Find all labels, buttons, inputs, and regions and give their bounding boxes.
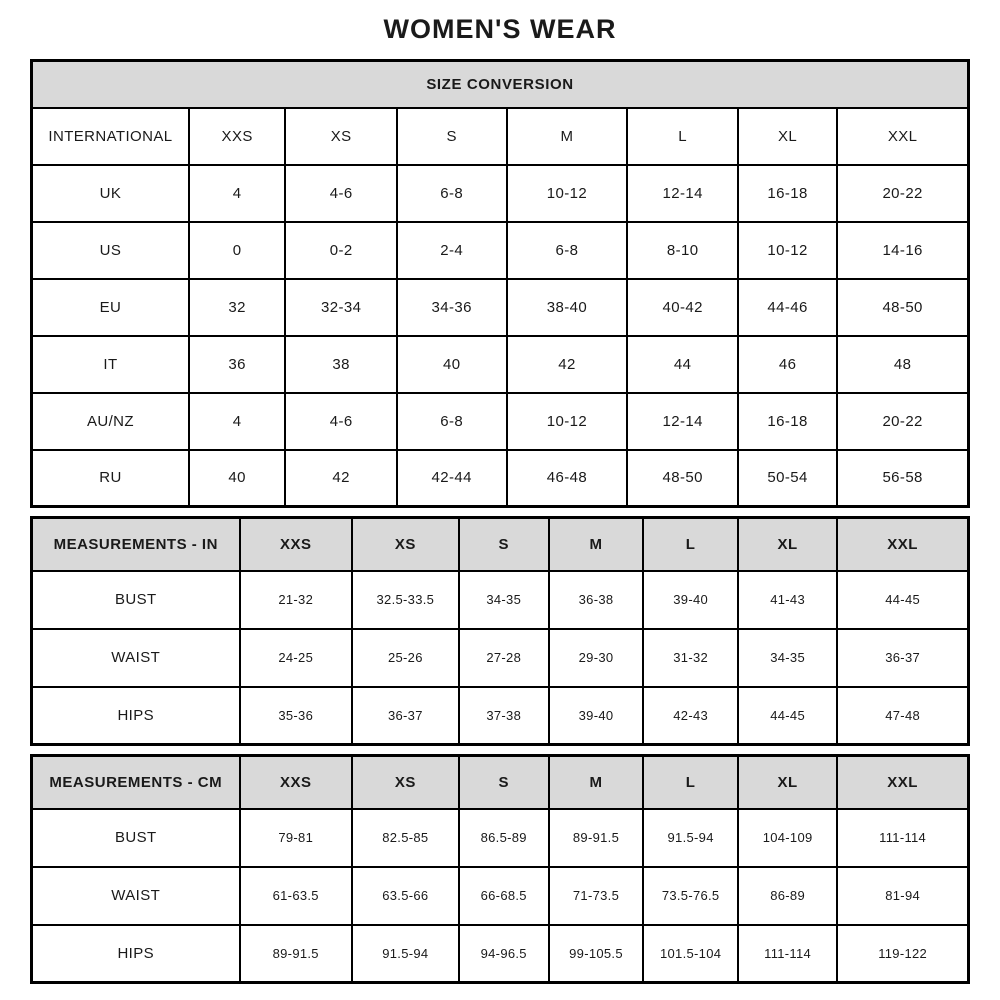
measurement-value: 21-32 bbox=[240, 571, 352, 629]
size-conversion-columns-row bbox=[32, 108, 969, 165]
size-value: 48 bbox=[837, 336, 968, 393]
measurement-value: 29-30 bbox=[549, 629, 644, 687]
measurement-value: 104-109 bbox=[738, 809, 837, 867]
size-value: 12-14 bbox=[627, 165, 738, 222]
size-value: 20-22 bbox=[837, 165, 968, 222]
column-header-xxl: XXL bbox=[837, 518, 968, 571]
size-value: 2-4 bbox=[397, 222, 507, 279]
size-value: 46-48 bbox=[507, 450, 628, 507]
measurement-value: 34-35 bbox=[459, 571, 549, 629]
measurement-value: 73.5-76.5 bbox=[643, 867, 738, 925]
row-label: UK bbox=[32, 165, 189, 222]
row-label: WAIST bbox=[32, 867, 240, 925]
measurement-value: 111-114 bbox=[738, 925, 837, 983]
measurement-value: 32.5-33.5 bbox=[352, 571, 459, 629]
measurement-value: 82.5-85 bbox=[352, 809, 459, 867]
measurement-value: 91.5-94 bbox=[352, 925, 459, 983]
measurements-in-header: MEASUREMENTS - IN bbox=[32, 518, 240, 571]
column-header-l: L bbox=[643, 756, 738, 809]
measurement-value: 25-26 bbox=[352, 629, 459, 687]
table-row-hips-cm bbox=[32, 925, 969, 983]
size-value: 42 bbox=[507, 336, 628, 393]
column-header-xl: XL bbox=[738, 756, 837, 809]
measurement-value: 91.5-94 bbox=[643, 809, 738, 867]
size-value: 50-54 bbox=[738, 450, 837, 507]
size-value: 46 bbox=[738, 336, 837, 393]
measurement-value: 39-40 bbox=[643, 571, 738, 629]
size-conversion-banner-row bbox=[32, 61, 969, 108]
size-value: 10-12 bbox=[738, 222, 837, 279]
column-header-s: S bbox=[459, 518, 549, 571]
measurement-value: 24-25 bbox=[240, 629, 352, 687]
row-label: US bbox=[32, 222, 189, 279]
size-value: 38-40 bbox=[507, 279, 628, 336]
size-value: 42-44 bbox=[397, 450, 507, 507]
column-header-xs: XS bbox=[285, 108, 397, 165]
measurement-value: 36-37 bbox=[837, 629, 968, 687]
size-value: 34-36 bbox=[397, 279, 507, 336]
table-row-waist-in bbox=[32, 629, 969, 687]
size-value: 10-12 bbox=[507, 165, 628, 222]
column-header-xl: XL bbox=[738, 108, 837, 165]
column-header-xs: XS bbox=[352, 756, 459, 809]
measurements-cm-header: MEASUREMENTS - CM bbox=[32, 756, 240, 809]
row-label: BUST bbox=[32, 571, 240, 629]
row-label: HIPS bbox=[32, 687, 240, 745]
size-value: 38 bbox=[285, 336, 397, 393]
measurement-value: 61-63.5 bbox=[240, 867, 352, 925]
table-row-it bbox=[32, 336, 969, 393]
measurement-value: 44-45 bbox=[837, 571, 968, 629]
size-value: 16-18 bbox=[738, 165, 837, 222]
measurement-value: 31-32 bbox=[643, 629, 738, 687]
size-value: 44 bbox=[627, 336, 738, 393]
measurement-value: 36-37 bbox=[352, 687, 459, 745]
column-header-l: L bbox=[643, 518, 738, 571]
table-row-uk bbox=[32, 165, 969, 222]
size-value: 4 bbox=[189, 165, 286, 222]
measurement-value: 39-40 bbox=[549, 687, 644, 745]
measurement-value: 81-94 bbox=[837, 867, 968, 925]
size-value: 12-14 bbox=[627, 393, 738, 450]
row-label: EU bbox=[32, 279, 189, 336]
measurement-value: 66-68.5 bbox=[459, 867, 549, 925]
table-row-waist-cm bbox=[32, 867, 969, 925]
size-value: 20-22 bbox=[837, 393, 968, 450]
measurement-value: 35-36 bbox=[240, 687, 352, 745]
measurement-value: 63.5-66 bbox=[352, 867, 459, 925]
measurement-value: 99-105.5 bbox=[549, 925, 644, 983]
column-header-l: L bbox=[627, 108, 738, 165]
measurement-value: 47-48 bbox=[837, 687, 968, 745]
measurement-value: 94-96.5 bbox=[459, 925, 549, 983]
table-row-bust-cm bbox=[32, 809, 969, 867]
measurement-value: 41-43 bbox=[738, 571, 837, 629]
measurement-value: 86-89 bbox=[738, 867, 837, 925]
size-value: 56-58 bbox=[837, 450, 968, 507]
column-header-xs: XS bbox=[352, 518, 459, 571]
size-value: 36 bbox=[189, 336, 286, 393]
page-title: WOMEN'S WEAR bbox=[383, 14, 617, 44]
column-header-xxl: XXL bbox=[837, 756, 968, 809]
measurements-cm-table bbox=[30, 754, 970, 984]
column-header-m: M bbox=[549, 756, 644, 809]
column-header-s: S bbox=[459, 756, 549, 809]
size-value: 4 bbox=[189, 393, 286, 450]
size-value: 40 bbox=[397, 336, 507, 393]
column-header-m: M bbox=[549, 518, 644, 571]
measurement-value: 27-28 bbox=[459, 629, 549, 687]
size-value: 8-10 bbox=[627, 222, 738, 279]
table-row-ru bbox=[32, 450, 969, 507]
size-value: 6-8 bbox=[397, 165, 507, 222]
size-value: 10-12 bbox=[507, 393, 628, 450]
column-header-m: M bbox=[507, 108, 628, 165]
table-row-eu bbox=[32, 279, 969, 336]
measurements-in-table bbox=[30, 516, 970, 746]
size-value: 16-18 bbox=[738, 393, 837, 450]
measurement-value: 86.5-89 bbox=[459, 809, 549, 867]
size-value: 40-42 bbox=[627, 279, 738, 336]
row-label: AU/NZ bbox=[32, 393, 189, 450]
measurement-value: 36-38 bbox=[549, 571, 644, 629]
size-value: 42 bbox=[285, 450, 397, 507]
measurements-in-header-row bbox=[32, 518, 969, 571]
size-value: 6-8 bbox=[397, 393, 507, 450]
size-value: 14-16 bbox=[837, 222, 968, 279]
size-value: 32-34 bbox=[285, 279, 397, 336]
row-label: WAIST bbox=[32, 629, 240, 687]
measurement-value: 89-91.5 bbox=[549, 809, 644, 867]
table-row-us bbox=[32, 222, 969, 279]
size-value: 0-2 bbox=[285, 222, 397, 279]
column-header-xxs: XXS bbox=[240, 756, 352, 809]
measurements-cm-header-row bbox=[32, 756, 969, 809]
size-value: 4-6 bbox=[285, 165, 397, 222]
size-conversion-header: SIZE CONVERSION bbox=[32, 61, 969, 108]
size-value: 44-46 bbox=[738, 279, 837, 336]
measurement-value: 101.5-104 bbox=[643, 925, 738, 983]
table-row-hips-in bbox=[32, 687, 969, 745]
size-value: 40 bbox=[189, 450, 286, 507]
size-chart-page bbox=[30, 0, 970, 984]
size-value: 0 bbox=[189, 222, 286, 279]
measurement-value: 44-45 bbox=[738, 687, 837, 745]
measurement-value: 89-91.5 bbox=[240, 925, 352, 983]
measurement-value: 79-81 bbox=[240, 809, 352, 867]
row-label: IT bbox=[32, 336, 189, 393]
column-header-xxl: XXL bbox=[837, 108, 968, 165]
size-value: 6-8 bbox=[507, 222, 628, 279]
measurement-value: 37-38 bbox=[459, 687, 549, 745]
column-header-international: INTERNATIONAL bbox=[32, 108, 189, 165]
table-row-aunz bbox=[32, 393, 969, 450]
size-value: 48-50 bbox=[627, 450, 738, 507]
measurement-value: 111-114 bbox=[837, 809, 968, 867]
column-header-xl: XL bbox=[738, 518, 837, 571]
size-value: 4-6 bbox=[285, 393, 397, 450]
column-header-xxs: XXS bbox=[189, 108, 286, 165]
measurement-value: 34-35 bbox=[738, 629, 837, 687]
size-conversion-table bbox=[30, 59, 970, 508]
column-header-s: S bbox=[397, 108, 507, 165]
size-value: 32 bbox=[189, 279, 286, 336]
measurement-value: 119-122 bbox=[837, 925, 968, 983]
size-value: 48-50 bbox=[837, 279, 968, 336]
table-row-bust-in bbox=[32, 571, 969, 629]
row-label: RU bbox=[32, 450, 189, 507]
measurement-value: 42-43 bbox=[643, 687, 738, 745]
column-header-xxs: XXS bbox=[240, 518, 352, 571]
row-label: HIPS bbox=[32, 925, 240, 983]
measurement-value: 71-73.5 bbox=[549, 867, 644, 925]
row-label: BUST bbox=[32, 809, 240, 867]
